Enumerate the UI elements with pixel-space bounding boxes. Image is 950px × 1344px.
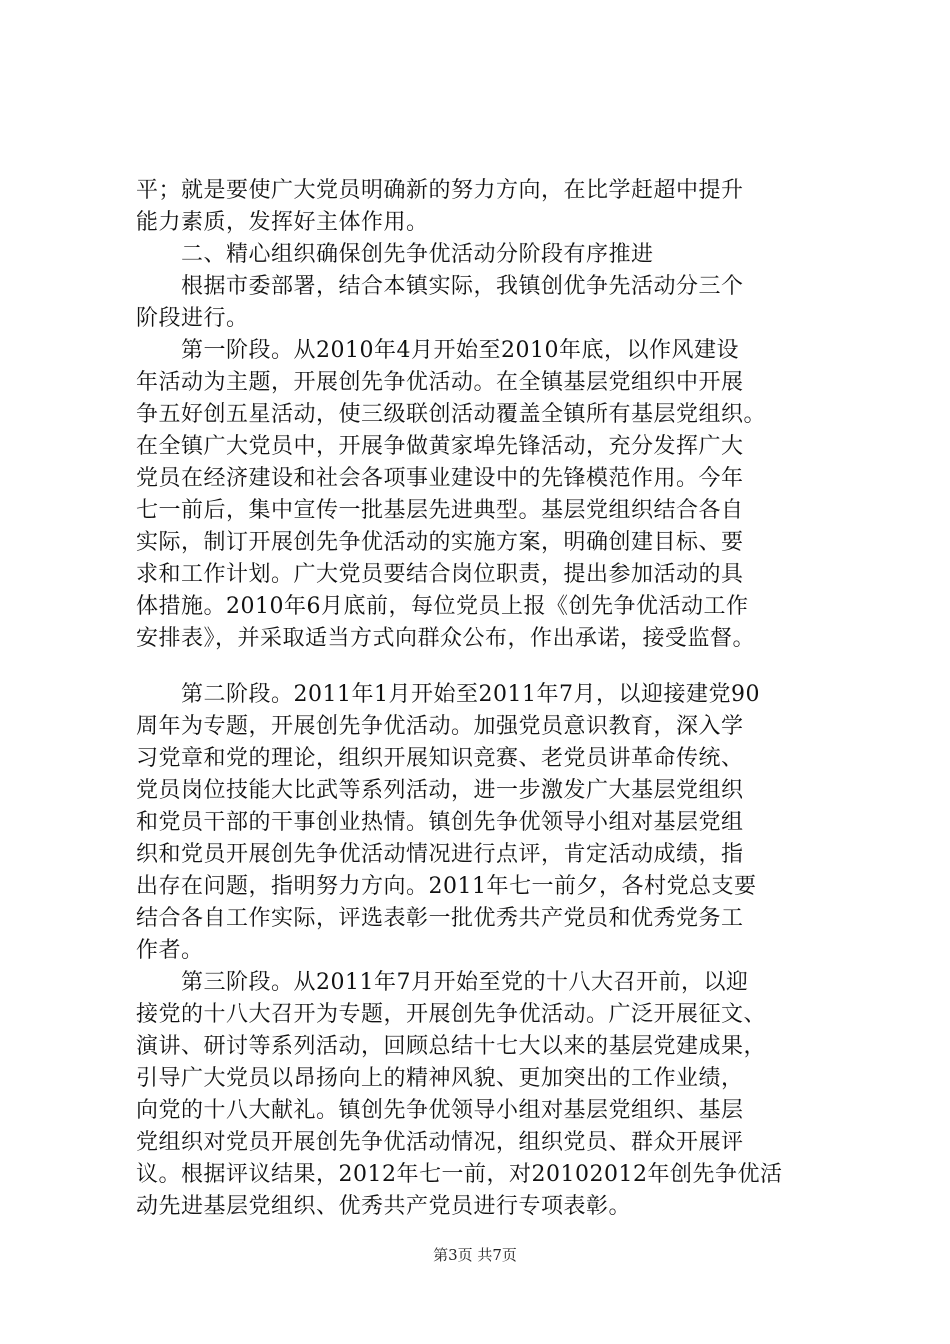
text-line: 习党章和党的理论，组织开展知识竞赛、老党员讲革命传统、 [136,746,744,771]
text-line: 动先进基层党组织、优秀共产党员进行专项表彰。 [136,1194,632,1219]
text-line: 实际，制订开展创先争优活动的实施方案，明确创建目标、要 [136,530,744,555]
text-line: 结合各自工作实际，评选表彰一批优秀共产党员和优秀党务工 [136,906,744,931]
text-line: 平；就是要使广大党员明确新的努力方向，在比学赶超中提升 [136,178,744,203]
text-line: 周年为专题，开展创先争优活动。加强党员意识教育，深入学 [136,714,744,739]
text-line: 和党员干部的干事创业热情。镇创先争优领导小组对基层党组 [136,810,744,835]
text-line: 阶段进行。 [136,306,249,331]
text-line: 党员在经济建设和社会各项事业建设中的先锋模范作用。今年 [136,466,744,491]
text-line: 议。根据评议结果，2012年七一前，对20102012年创先争优活 [136,1162,783,1187]
text-line: 根据市委部署，结合本镇实际，我镇创优争先活动分三个 [136,274,744,299]
text-line: 向党的十八大献礼。镇创先争优领导小组对基层党组织、基层 [136,1098,744,1123]
text-line: 第三阶段。从2011年7月开始至党的十八大召开前，以迎 [136,970,749,995]
text-line: 七一前后，集中宣传一批基层先进典型。基层党组织结合各自 [136,498,744,523]
text-line: 安排表》，并采取适当方式向群众公布，作出承诺，接受监督。 [136,626,756,651]
text-line: 求和工作计划。广大党员要结合岗位职责，提出参加活动的具 [136,562,744,587]
text-line: 年活动为主题，开展创先争优活动。在全镇基层党组织中开展 [136,370,744,395]
text-line: 体措施。2010年6月底前，每位党员上报《创先争优活动工作 [136,594,749,619]
text-line: 织和党员开展创先争优活动情况进行点评，肯定活动成绩，指 [136,842,744,867]
text-line: 党组织对党员开展创先争优活动情况，组织党员、群众开展评 [136,1130,744,1155]
text-line: 出存在问题，指明努力方向。2011年七一前夕，各村党总支要 [136,874,757,899]
text-line: 争五好创五星活动，使三级联创活动覆盖全镇所有基层党组织。 [136,402,767,427]
text-line: 引导广大党员以昂扬向上的精神风貌、更加突出的工作业绩， [136,1066,744,1091]
section-heading: 二、精心组织确保创先争优活动分阶段有序推进 [136,242,654,267]
text-line: 第一阶段。从2010年4月开始至2010年底，以作风建设 [136,338,739,363]
text-line: 演讲、研讨等系列活动，回顾总结十七大以来的基层党建成果， [136,1034,767,1059]
text-line: 接党的十八大召开为专题，开展创先争优活动。广泛开展征文、 [136,1002,767,1027]
text-line: 能力素质，发挥好主体作用。 [136,210,429,235]
text-line: 在全镇广大党员中，开展争做黄家埠先锋活动，充分发挥广大 [136,434,744,459]
page-number-footer: 第3页 共7页 [433,1246,517,1264]
text-line: 党员岗位技能大比武等系列活动，进一步激发广大基层党组织 [136,778,744,803]
text-line: 第二阶段。2011年1月开始至2011年7月，以迎接建党90 [136,682,760,707]
text-line: 作者。 [136,938,204,963]
